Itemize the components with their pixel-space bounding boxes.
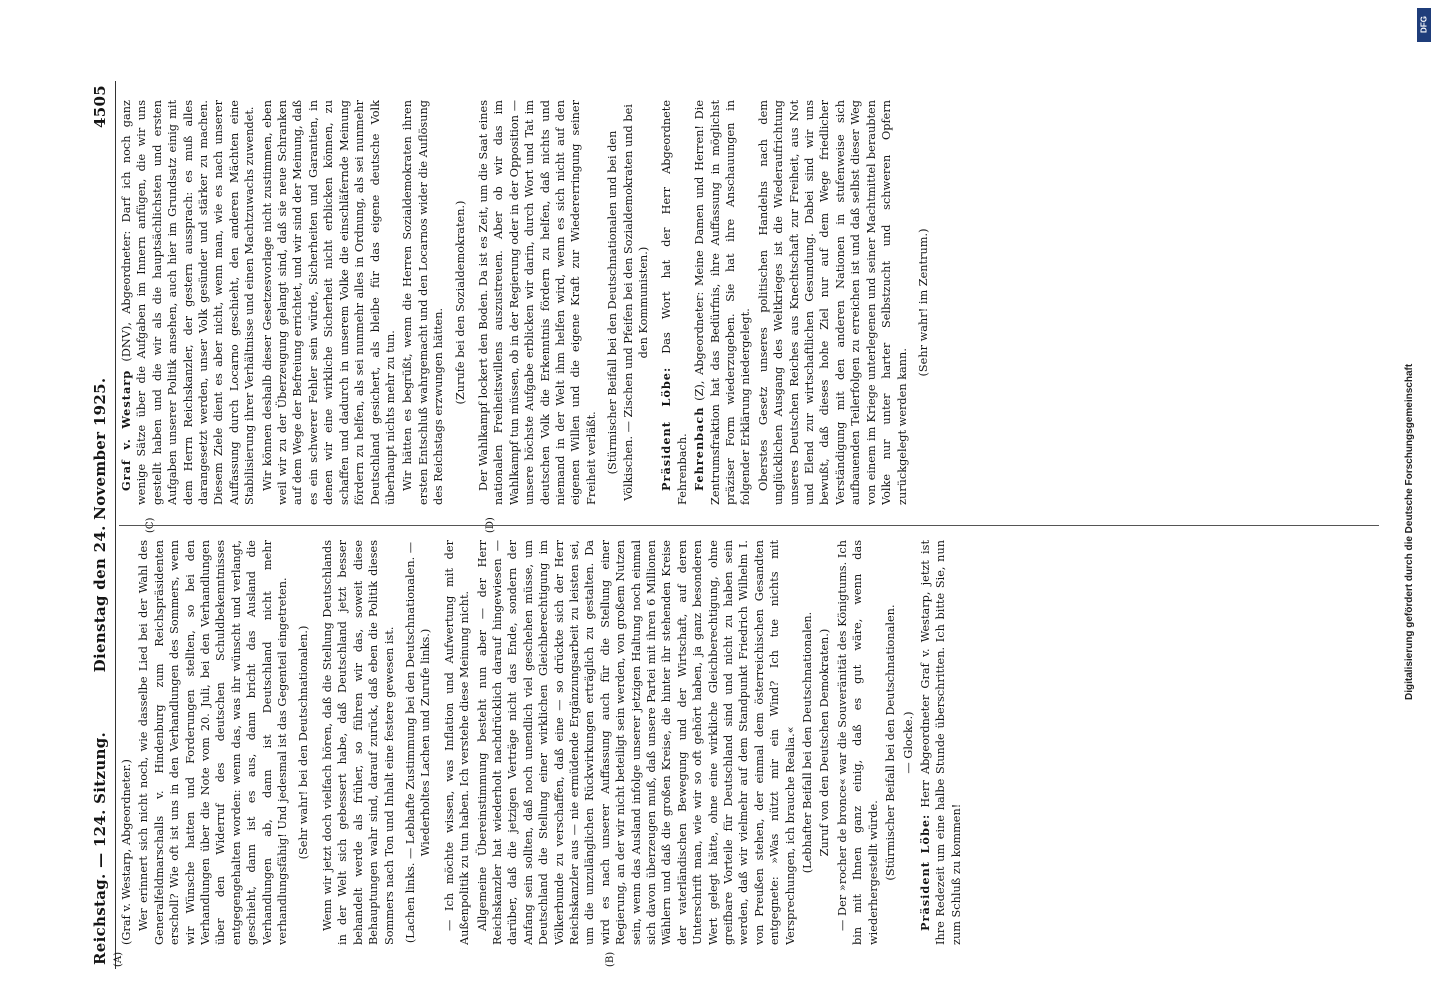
credit-text: Digitalisierung gefördert durch die Deutsche Forschungsgemeinschaft [1404,363,1415,700]
paragraph: Oberstes Gesetz unseres politischen Handelns nach dem unglücklichen Ausgang des Weltkrieges ist die Wiederaufrichtung unseres Deutschen Reiches aus Knechtschaft zur Freiheit, aus Not und Elend zur wirtschaftlichen Gesundung. Dabei sind wir uns bewußt, daß dieses hohe Ziel nur auf dem Wege friedlicher Verständigung mit den anderen Nationen in stufenweise sich aufbauenden Teilerfolgen zu erreichen ist und daß selbst dieser Weg von einem im Kriege unterlegenen und seiner Machtmittel beraubten Volke nur unter harter Selbstzucht und schweren Opfern zurückgelegt werden kann. [756,100,909,505]
paragraph: — Ich möchte wissen, was Inflation und Aufwertung mit der Außenpolitik zu tun haben. Ich verstehe diese Meinung nicht. [442,540,472,945]
remark: (Zurufe bei den Sozialdemokraten.) [453,200,467,405]
remark: (Sehr wahr! bei den Deutschnationalen.) [297,625,311,860]
page-header [91,85,113,965]
paragraph: Wir können deshalb dieser Gesetzesvorlage nicht zustimmen, eben weil wir zu der Überzeugung gelangt sind, daß sie neue Schranken auf dem Wege der Befreiung errichtet, und wir sind der Meinung, daß es ein schwerer Fehler sein würde, Sicherheiten und Garantien, in denen wir eine wirkliche Sicherheit nicht erblicken können, zu schaffen und dadurch in unserem Volke die einschläfernde Meinung fördern zu helfen, als sei nunmehr alles in Ordnung, als sei nunmehr Deutschland gesichert, als bleibe für das eigene deutsche Volk überhaupt nichts mehr zu tun. [260,100,397,505]
remark: (Sehr wahr! im Zentrum.) [916,228,930,377]
right-column [119,100,1399,505]
remark: (Stürmischer Beifall bei den Deutschnationalen. [884,604,898,881]
remark: — Glocke.) [901,711,915,774]
remark: Zuruf von den Deutschen Demokraten.) [818,628,832,857]
digitization-credit [1396,0,1426,1000]
paragraph: Wer erinnert sich nicht noch, wie dasselbe Lied bei der Wahl des Generalfeldmarschalls v. Hindenburg zum Reichspräsidenten erscholl? Wie oft ist uns in den Verhandlungen des Sommers, wenn wir Wünsche hatten und Forderungen stellten, so bei den Verhandlungen über die Note vom 20. Juli, bei den Verhandlungen über den Widerruf des deutschen Schuldbekenntnisses entgegengehalten worden: wenn das, was ihr wünscht und verlangt, geschieht, dann ist es aus, dann bricht das Ausland die Verhandlungen ab, dann ist Deutschland nicht mehr verhandlungsfähig! Und jedesmal ist das Gegenteil eingetreten. [137,540,290,945]
paragraph: Allgemeine Übereinstimmung besteht nun aber — der Herr Reichskanzler hat wiederholt nachdrücklich darauf hingewiesen — darüber, daß die jetzigen Verträge nicht das Ende, sondern der Anfang sein sollten, daß noch unendlich viel geschehen müsse, um Deutschland die Stellung einer wirklichen Gleichberechtigung im Völkerbunde zu verschaffen, daß eine — so drückte sich der Herr Reichskanzler aus — nie ermüdende Ergänzungsarbeit zu leisten sei, um die unzulänglichen Rückwirkungen erträglich zu gestalten. Da wird es nach unserer Auffassung auch für die Stellung einer Regierung, an der wir nicht beteiligt sein werden, von großem Nutzen sein, wenn das Ausland infolge unserer jetzigen Haltung noch einmal sich davon überzeugen muß, daß unsere Partei mit ihren 6 Millionen Wählern und daß die großen Kreise, die hinter ihr stehenden Kreise der vaterländischen Bewegung und der Wirtschaft, auf deren Unterschrift man, wie wir so oft gehört haben, ja ganz besonderen Wert gelegt hätte, ohne eine wirkliche Gleichberechtigung, ohne greifbare Vorteile für Deutschland sind und nicht zu haben sein werden, daß wir vielmehr auf dem Standpunkt Friedrich Wilhelm I. von Preußen stehen, der einmal dem österreichischen Gesandten entgegnete: »Was nützt mir ein Wind? Ich tue nichts mit Versprechungen, ich brauche Realia.« [475,540,797,945]
left-column [119,540,1399,945]
page-number: 4505 [91,85,109,128]
paragraph: Das Wort hat der Herr Abgeordnete Fehrenbach. [660,100,689,505]
speaker-name: Präsident Löbe: [917,813,932,931]
remark: (Lebhafter Beifall bei den Deutschnationalen. [801,611,815,874]
paragraph: (Z), Abgeordneter: Meine Damen und Herren! Die Zentrumsfraktion hat das Bedürfnis, ihre Auffassung in möglichst präziser Form wiederzugeben. Sie hat ihre Anschauungen in folgender Erklärung niedergelegt. [693,100,753,505]
speaker-continuation: (Graf v. Westarp, Abgeordneter.) [120,759,133,945]
margin-marker-b: (B) [605,951,616,967]
speaker-name: Fehrenbach [692,406,707,491]
paragraph: Herr Abgeordneter Graf v. Westarp, jetzt ist Ihre Redezeit um eine halbe Stunde überschritten. Ich bitte Sie, nun zum Schluß zu kommen! [918,540,963,945]
dfg-logo [1417,8,1431,42]
dfg-logo-text: DFG [1419,16,1429,33]
paragraph: — Der »rocher de bronce« war die Souveränität des Königtums. Ich bin mit Ihnen ganz einig, daß es gut wäre, wenn das wiederhergestellt würde. [835,540,880,945]
paragraph: Wir hätten es begrüßt, wenn die Herren Sozialdemokraten ihren ersten Entschluß wahrgemacht und den Locarnos wider die Auflösung des Reichstags erzwungen hätten. [401,100,446,505]
header-rule [115,81,116,969]
column-rule [119,525,1379,526]
paragraph: Der Wahlkampf lockert den Boden. Da ist es Zeit, um die Saat eines nationalen Freiheitswillens auszustreuen. Aber ob wir das im Wahlkampf tun müssen, ob in der Regierung oder in der Opposition — unsere höchste Aufgabe erblicken wir darin, durch Wort und Tat im deutschen Volk die Erkenntnis fördern zu helfen, daß nichts und niemand in der Welt ihm helfen wird, wenn es sich nicht auf den eigenen Willen und die eigene Kraft zur Wiedererringung seiner Freiheit verläßt. [476,100,598,505]
speaker-name: Präsident Löbe: [659,366,674,491]
margin-marker-d: (D) [485,517,496,533]
rotated-page [85,75,1405,975]
speaker-name: Graf v. Westarp [119,369,133,491]
margin-marker-c: (C) [145,517,156,533]
header-date: Dienstag den 24. November 1925. [91,377,109,673]
paragraph: Wenn wir jetzt doch vielfach hören, daß die Stellung Deutschlands in der Welt sich gebessert habe, daß Deutschland jetzt besser behandelt werde als früher, so führen wir das, soweit diese Behauptungen wahr sind, darauf zurück, daß eben die Politik dieses Sommers nach Ton und Inhalt eine festere gewesen ist. [320,540,396,945]
remark: (Lachen links. — Lebhafte Zustimmung bei den Deutschnationalen. — Wiederholtes Lachen und Zurufe links.) [403,541,433,944]
remark: (Stürmischer Beifall bei den Deutschnationalen und bei den Völkischen. — Zischen und Pfeifen bei den Sozialdemokraten und bei den Kommunisten.) [606,104,650,501]
margin-marker-a: (A) [113,951,124,967]
header-left: Reichstag. — 124. Sitzung. [91,731,109,965]
paragraph: (DNV), Abgeordneter: Darf ich noch ganz wenige Sätze über die Aufgaben im Innern anfügen, die wir uns gestellt haben und die wir als die hauptsächlichsten und ersten Aufgaben unserer Politik ansehen, auch hier im Grundsatz einig mit dem Herrn Reichskanzler, der gestern aussprach: es muß alles darangesetzt werden, unser Volk gesünder und stärker zu machen. Diesem Ziele dient es aber nicht, wenn man, wie es nach unserer Auffassung durch Locarno geschieht, den anderen Mächten eine Stabilisierung ihrer Verhältnisse und einen Machtzuwachs zuwendet. [120,100,257,505]
